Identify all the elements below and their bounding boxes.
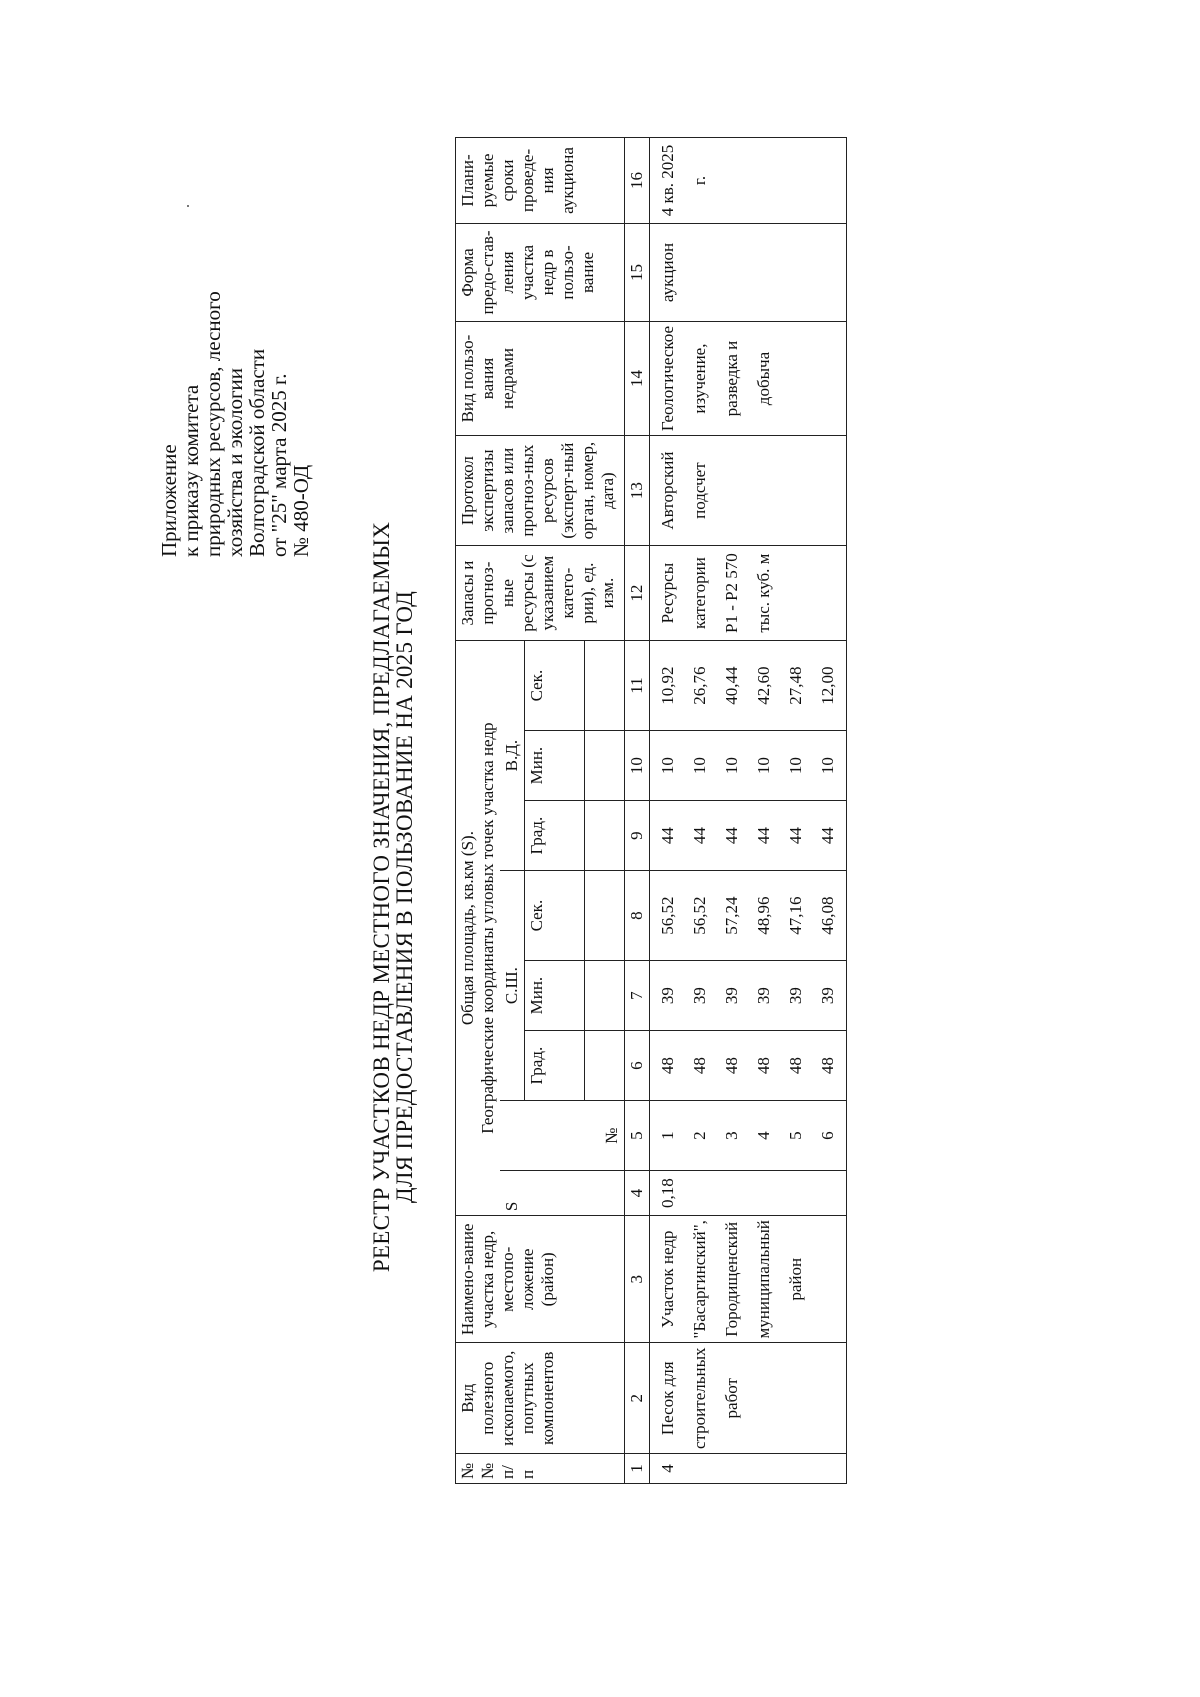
lat-deg: 48 <box>786 1057 805 1075</box>
lon-deg: 44 <box>658 827 677 845</box>
header-s: S <box>500 1171 625 1216</box>
row-no: 4 <box>650 1454 847 1484</box>
lat-sec: 57,24 <box>722 896 741 935</box>
lon-deg: 44 <box>690 827 709 845</box>
header-site: Наимено-вание участка недр, местопо-ложение (район) <box>456 1216 625 1343</box>
header-form: Форма предо-став-ления участка недр в пользо-вание <box>456 223 625 321</box>
lat-min: 39 <box>658 987 677 1005</box>
lon-deg: 44 <box>786 827 805 845</box>
col-number: 7 <box>625 961 650 1031</box>
annex-line: № 480-ОД <box>289 464 313 557</box>
lat-deg: 48 <box>722 1057 741 1075</box>
registry-table <box>455 137 855 1484</box>
lat-min: 39 <box>818 987 837 1005</box>
scan-speck <box>187 205 189 207</box>
row-mineral: Песок для строительных работ <box>650 1343 847 1454</box>
lon-deg: 44 <box>754 827 773 845</box>
lat-deg: 48 <box>754 1057 773 1075</box>
col-number: 4 <box>625 1171 650 1216</box>
col-number: 3 <box>625 1216 650 1343</box>
lon-sec: 40,44 <box>722 666 741 705</box>
row-term: 4 кв. 2025 г. <box>650 137 847 223</box>
title-line-2: ДЛЯ ПРЕДОСТАВЛЕНИЯ В ПОЛЬЗОВАНИЕ НА 2025 ГОД <box>392 590 417 1204</box>
lon-sec: 27,48 <box>786 666 805 705</box>
col-number: 14 <box>625 321 650 435</box>
lon-min: 10 <box>754 757 773 775</box>
lat-deg: 48 <box>690 1057 709 1075</box>
lat-sec: 47,16 <box>786 896 805 935</box>
lon-sec: 12,00 <box>818 666 837 705</box>
row-site: Участок недр "Басаргинский", Городищенский муниципальный район <box>650 1216 847 1343</box>
col-number: 9 <box>625 801 650 871</box>
lon-sec: 10,92 <box>658 666 677 705</box>
header-lon-min: Мин. <box>525 731 585 801</box>
header-lat: С.Ш. <box>500 871 525 1101</box>
point-no: 6 <box>818 1131 837 1140</box>
lon-min: 10 <box>722 757 741 775</box>
row-reserves: Ресурсы категории Р1 - Р2 570 тыс. куб. м <box>650 546 847 641</box>
header-point-no: № <box>500 1101 625 1171</box>
row-protocol: Авторский подсчет <box>650 436 847 546</box>
lat-min: 39 <box>754 987 773 1005</box>
row-lat-deg <box>650 1031 847 1101</box>
row-form: аукцион <box>650 223 847 321</box>
table-row <box>650 137 847 1483</box>
lat-sec: 56,52 <box>658 896 677 935</box>
lon-deg: 44 <box>722 827 741 845</box>
point-no: 5 <box>786 1131 805 1140</box>
lat-deg: 48 <box>658 1057 677 1075</box>
header-area <box>456 641 501 1216</box>
row-usage: Геологическое изучение, разведка и добыча <box>650 321 847 435</box>
lon-min: 10 <box>786 757 805 775</box>
header-lat-min: Мин. <box>525 961 585 1031</box>
header-term: Плани-руемые сроки проведе-ния аукциона <box>456 137 625 223</box>
row-lon-min <box>650 731 847 801</box>
col-number: 16 <box>625 137 650 223</box>
header-mineral: Вид полезного ископаемого, попутных компонентов <box>456 1343 625 1454</box>
column-number-row <box>625 137 650 1483</box>
row-lat-sec <box>650 871 847 961</box>
annex-line: к приказу комитета <box>179 384 203 557</box>
lat-sec: 56,52 <box>690 896 709 935</box>
header-lat-deg: Град. <box>525 1031 585 1101</box>
col-number: 8 <box>625 871 650 961</box>
lat-deg: 48 <box>818 1057 837 1075</box>
lon-deg: 44 <box>818 827 837 845</box>
lat-min: 39 <box>690 987 709 1005</box>
col-number: 5 <box>625 1101 650 1171</box>
col-number: 12 <box>625 546 650 641</box>
point-no: 1 <box>658 1131 677 1140</box>
point-no: 4 <box>754 1131 773 1140</box>
lon-min: 10 <box>658 757 677 775</box>
annex-block <box>158 87 312 557</box>
point-no: 2 <box>690 1131 709 1140</box>
title-line-1: РЕЕСТР УЧАСТКОВ НЕДР МЕСТНОГО ЗНАЧЕНИЯ, ПРЕДЛАГАЕМЫХ <box>369 521 394 1273</box>
header-usage: Вид пользо-вания недрами <box>456 321 625 435</box>
annex-line: хозяйства и экологии <box>223 367 247 557</box>
header-lon-sec: Сек. <box>525 641 585 731</box>
col-number: 2 <box>625 1343 650 1454</box>
lat-sec: 48,96 <box>754 896 773 935</box>
lat-sec: 46,08 <box>818 896 837 935</box>
col-number: 11 <box>625 641 650 731</box>
lat-min: 39 <box>722 987 741 1005</box>
col-number: 6 <box>625 1031 650 1101</box>
annex-line: природных ресурсов, лесного <box>201 291 225 557</box>
row-lat-min <box>650 961 847 1031</box>
header-area-label: Общая площадь, кв.км (S). <box>458 831 477 1026</box>
col-number: 13 <box>625 436 650 546</box>
header-no: № № п/п <box>456 1454 625 1484</box>
header-lon: В.Д. <box>500 641 525 871</box>
point-no: 3 <box>722 1131 741 1140</box>
col-number: 10 <box>625 731 650 801</box>
annex-line: Волгоградской области <box>245 348 269 557</box>
lon-min: 10 <box>818 757 837 775</box>
lon-sec: 26,76 <box>690 666 709 705</box>
row-lon-sec <box>650 641 847 731</box>
col-number: 15 <box>625 223 650 321</box>
annex-line: Приложение <box>157 444 181 557</box>
row-points <box>650 1101 847 1171</box>
row-area: 0,18 <box>650 1171 847 1216</box>
header-lon-deg: Град. <box>525 801 585 871</box>
row-lon-deg <box>650 801 847 871</box>
document-title <box>370 277 416 1517</box>
col-number: 1 <box>625 1454 650 1484</box>
lat-min: 39 <box>786 987 805 1005</box>
lon-sec: 42,60 <box>754 666 773 705</box>
annex-line: от "25" марта 2025 г. <box>267 373 291 557</box>
header-protocol: Протокол экспертизы запасов или прогноз-ных ресурсов (эксперт-ный орган, номер, дата) <box>456 436 625 546</box>
header-lat-sec: Сек. <box>525 871 585 961</box>
header-reserves: Запасы и прогноз-ные ресурсы (с указанием катего-рии), ед. изм. <box>456 546 625 641</box>
lon-min: 10 <box>690 757 709 775</box>
header-geo-label: Географические координаты угловых точек участка недр <box>478 722 497 1134</box>
